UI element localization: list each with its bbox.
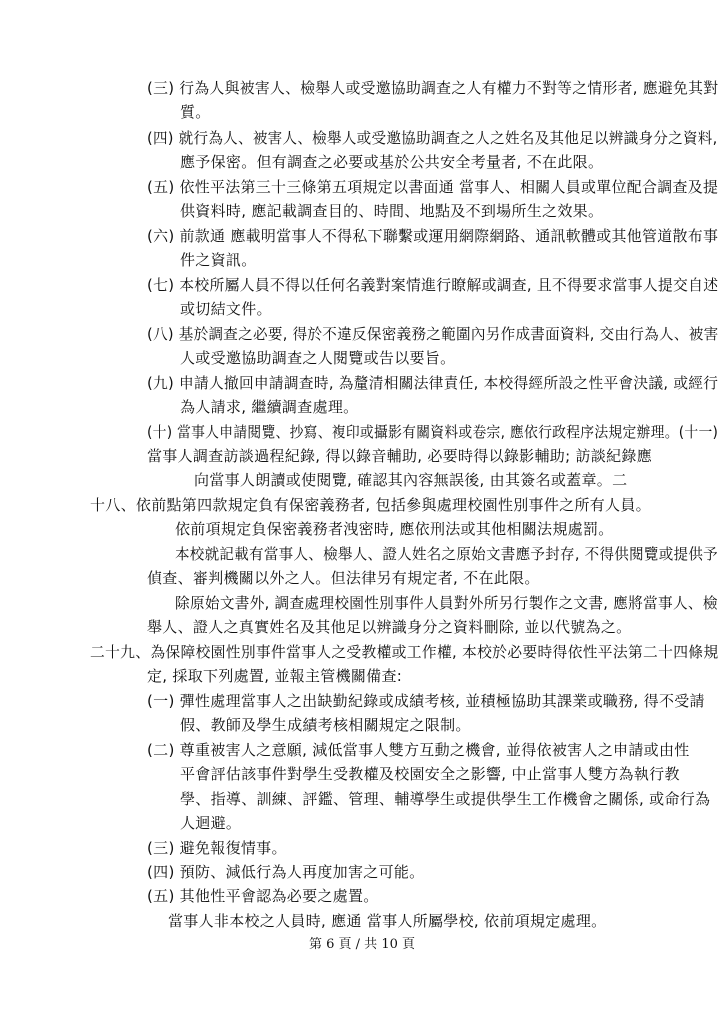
text-line: 舉人、證人之真實姓名及其他足以辨識身分之資料刪除, 並以代號為之。 (147, 618, 632, 636)
text-line: 人迴避。 (180, 814, 242, 832)
text-line: (四) 預防、減低行為人再度加害之可能。 (147, 863, 425, 881)
text-line: (五) 依性平法第三十三條第五項規定以書面通 當事人、相關人員或單位配合調查及提 (147, 178, 719, 196)
text-line: 供資料時, 應記載調查目的、時間、地點及不到場所生之效果。 (180, 202, 604, 220)
text-line: 偵查、審判機關以外之人。但法律另有規定者, 不在此限。 (147, 569, 540, 587)
text-line: 當事人調查訪談過程紀錄, 得以錄音輔助, 必要時得以錄影輔助; 訪談紀錄應 (147, 447, 652, 465)
text-line: (六) 前款通 應載明當事人不得私下聯繫或運用網際網路、通訊軟體或其他管道散布事 (147, 227, 719, 245)
text-line: (三) 行為人與被害人、檢舉人或受邀協助調查之人有權力不對等之情形者, 應避免其對 (147, 79, 719, 97)
text-line: 依前項規定負保密義務者洩密時, 應依刑法或其他相關法規處罰。 (175, 520, 614, 538)
text-line: (四) 就行為人、被害人、檢舉人或受邀協助調查之人之姓名及其他足以辨識身分之資料, (147, 129, 718, 147)
text-line: (九) 申請人撤回申請調查時, 為釐清相關法律責任, 本校得經所設之性平會決議, 或經行 (147, 374, 719, 392)
text-line: (五) 其他性平會認為必要之處置。 (147, 887, 379, 905)
text-line: 本校就記載有當事人、檢舉人、證人姓名之原始文書應予封存, 不得供閱覽或提供予 (175, 545, 718, 563)
text-line: 除原始文書外, 調查處理校園性別事件人員對外所另行製作之文書, 應將當事人、檢 (175, 594, 718, 612)
section-heading-28: 十八、依前點第四款規定負有保密義務者, 包括參與處理校園性別事件之所有人員。 (90, 496, 651, 514)
page-footer: 第 6 頁 / 共 10 頁 (309, 937, 415, 952)
text-line: 向當事人朗讀或使閱覽, 確認其內容無誤後, 由其簽名或蓋章。二 (194, 471, 628, 489)
text-line: (八) 基於調查之必要, 得於不違反保密義務之範圍內另作成書面資料, 交由行為人、被害 (147, 325, 719, 343)
text-line: 質。 (180, 103, 211, 121)
text-line: (十) 當事人申請閱覽、抄寫、複印或攝影有關資料或卷宗, 應依行政程序法規定辦理。(十一) (147, 423, 719, 441)
text-line: (一) 彈性處理當事人之出缺勤紀錄或成績考核, 並積極協助其課業或職務, 得不受請 (147, 692, 705, 710)
text-line: 定, 採取下列處置, 並報主管機關備查: (147, 667, 403, 685)
text-line: 平會評估該事件對學生受教權及校園安全之影響, 中止當事人雙方為執行教 (180, 765, 680, 783)
text-line: 或切結文件。 (180, 300, 272, 318)
text-line: (二) 尊重被害人之意願, 減低當事人雙方互動之機會, 並得依被害人之申請或由性 (147, 741, 690, 759)
text-line: 學、指導、訓練、評鑑、管理、輔導學生或提供學生工作機會之關係, 或命行為 (180, 790, 711, 808)
section-heading-29: 二十九、為保障校園性別事件當事人之受教權或工作權, 本校於必要時得依性平法第二十四條規 (90, 643, 719, 661)
text-line: 件之資訊。 (180, 251, 257, 269)
text-line: 當事人非本校之人員時, 應通 當事人所屬學校, 依前項規定處理。 (168, 912, 607, 930)
text-line: 假、教師及學生成績考核相關規定之限制。 (180, 716, 471, 734)
text-line: 應予保密。但有調查之必要或基於公共安全考量者, 不在此限。 (180, 153, 604, 171)
text-line: (七) 本校所屬人員不得以任何名義對案情進行瞭解或調查, 且不得要求當事人提交自述 (147, 276, 719, 294)
text-line: (三) 避免報復情事。 (147, 839, 287, 857)
text-line: 人或受邀協助調查之人閱覽或告以要旨。 (180, 349, 456, 367)
text-line: 為人請求, 繼續調查處理。 (180, 398, 359, 416)
